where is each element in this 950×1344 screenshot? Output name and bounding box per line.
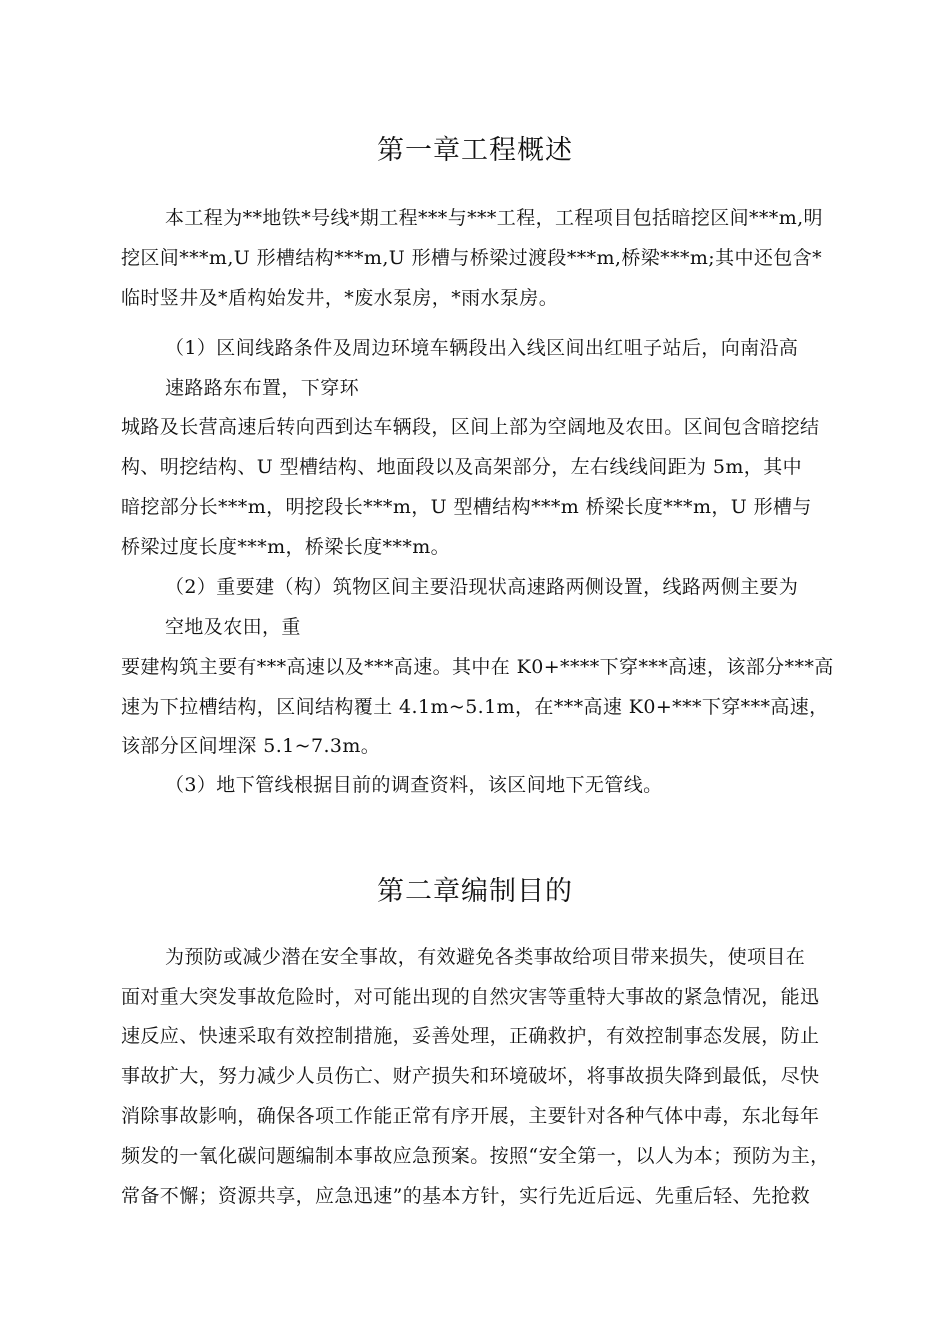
chapter-2-line-4: 事故扩大，努力减少人员伤亡、财产损失和环境破坏，将事故损失降到最低，尽快 xyxy=(121,1065,820,1087)
chapter-2-title: 第二章编制目的 xyxy=(377,876,573,907)
item-2-line-3: 要建构筑主要有***高速以及***高速。其中在 K0+****下穿***高速，该部分***高 xyxy=(121,656,834,678)
chapter-2-line-3: 速反应、快速采取有效控制措施，妥善处理，正确救护，有效控制事态发展，防止 xyxy=(121,1025,820,1047)
item-2-line-1: （2）重要建（构）筑物区间主要沿现状高速路两侧设置，线路两侧主要为 xyxy=(165,576,799,598)
item-1-line-3: 城路及长营高速后转向西到达车辆段，区间上部为空阔地及农田。区间包含暗挖结 xyxy=(121,416,820,438)
item-2-line-4: 速为下拉槽结构，区间结构覆土 4.1m~5.1m，在***高速 K0+***下穿***高速， xyxy=(121,696,829,718)
chapter-2-line-7: 常备不懈；资源共享，应急迅速”的基本方针，实行先近后远、先重后轻、先抢救 xyxy=(121,1185,811,1207)
item-1-line-5: 暗挖部分长***m，明挖段长***m，U 型槽结构***m 桥梁长度***m，U 形槽与 xyxy=(121,496,812,518)
item-1-line-1: （1）区间线路条件及周边环境车辆段出入线区间出红咀子站后，向南沿高 xyxy=(165,337,799,359)
chapter-2-line-6: 频发的一氧化碳问题编制本事故应急预案。按照“安全第一，以人为本；预防为主， xyxy=(121,1145,830,1167)
item-3-line-1: （3）地下管线根据目前的调查资料，该区间地下无管线。 xyxy=(165,774,663,796)
chapter-1-intro-line-3: 临时竖井及*盾构始发井，*废水泵房，*雨水泵房。 xyxy=(121,287,559,309)
chapter-2-line-1: 为预防或减少潜在安全事故，有效避免各类事故给项目带来损失，使项目在 xyxy=(165,946,806,968)
item-2-line-5: 该部分区间埋深 5.1~7.3m。 xyxy=(121,735,381,757)
item-1-line-4: 构、明挖结构、U 型槽结构、地面段以及高架部分，左右线线间距为 5m，其中 xyxy=(121,456,802,478)
item-2-line-2: 空地及农田，重 xyxy=(165,616,301,638)
chapter-1-intro-line-2: 挖区间***m,U 形槽结构***m,U 形槽与桥梁过渡段***m,桥梁***m;其中还包含* xyxy=(121,247,822,269)
chapter-1-intro-line-1: 本工程为**地铁*号线*期工程***与***工程，工程项目包括暗挖区间***m,明 xyxy=(165,207,823,229)
chapter-2-line-2: 面对重大突发事故危险时，对可能出现的自然灾害等重特大事故的紧急情况，能迅 xyxy=(121,986,820,1008)
item-1-line-6: 桥梁过度长度***m，桥梁长度***m。 xyxy=(121,536,451,558)
item-1-line-2: 速路路东布置，下穿环 xyxy=(165,377,360,399)
chapter-1-title: 第一章工程概述 xyxy=(377,135,573,166)
chapter-2-line-5: 消除事故影响，确保各项工作能正常有序开展，主要针对各种气体中毒，东北每年 xyxy=(121,1105,820,1127)
